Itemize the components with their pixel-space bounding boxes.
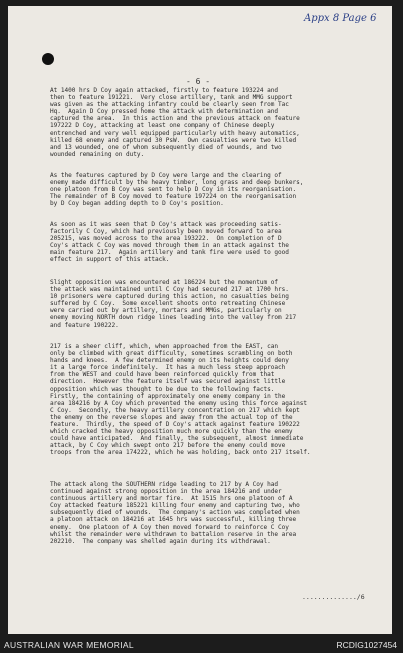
paragraph-5: 217 is a sheer cliff, which, when approached from the EAST, can only be climbed with great difficulty, sometimes scrambling on both hands and knees. A few determined enemy on its heights could deny it a large force indefinitely. It has a much less steep approach from the WEST and could have been reinforced quickly from that direction. However the feature itself was secured against little opposition which was thought to be due to the following facts. Firstly, the containing of approximately one enemy company in the area 184216 by A Coy which prevented the enemy using this force against C Coy. Secondly, the heavy artillery concentration on 217 which kept the enemy on the reverse slopes and away from the actual top of the feature. Thirdly, the speed of D Coy's attack against feature 190222 which cracked the heavy opposition much more quickly than the enemy could have anticipated. And finally, the subsequent, almost immediate attack, by C Coy which swept onto 217 before the enemy could move troops from the area 174222, which he was holding, back onto 217 itself.: [50, 343, 311, 457]
handwritten-annotation: Appx 8 Page 6: [304, 13, 377, 24]
continuation-marker: ............../6: [302, 593, 365, 601]
paragraph-4: Slight opposition was encountered at 186224 but the momentum of the attack was maintained until C Coy had secured 217 at 1700 hrs. 10 prisoners were captured during this action, no casualties being suffered by C Coy. Some excellent shoots onto retreating Chinese were carried out by artillery, mortars and MMGs, particularly on enemy moving NORTH down ridge lines leading into the valley from 217 and feature 190222.: [50, 279, 297, 329]
paragraph-2: As the features captured by D Coy were large and the clearing of enemy made difficult by the heavy timber, long grass and deep bunkers, one platoon from B Coy was sent to help D Coy in its reorganisation. The remainder of B Coy moved to feature 197224 on the reorganisation by D Coy began adding depth to D Coy's position.: [50, 172, 304, 208]
archive-footer: [0, 637, 403, 653]
footer-record-id: RCDIG1027454: [336, 640, 397, 650]
paragraph-3: As soon as it was seen that D Coy's attack was proceeding satis- factorily C Coy, which had previously been moved forward to area 205215, was moved across to the area 193222. On completion of D Coy's attack C Coy was moved through them in an attack against the main feature 217. Again artillery and tank fire were used to good effect in support of this attack.: [50, 221, 289, 264]
paragraph-6: The attack along the SOUTHERN ridge leading to 217 by A Coy had continued against strong opposition in the area 184216 and under continuous artillery and mortar fire. At 1515 hrs one platoon of A Coy attacked feature 185221 killing four enemy and capturing two, who subsequently died of wounds. The company's action was completed when a platoon attack on 184216 at 1645 hrs was successful, killing three enemy. One platoon of A Coy then moved forward to reinforce C Coy whilst the remainder were withdrawn to battalion reserve in the area 202210. The company was shelled again during its withdrawal.: [50, 481, 300, 545]
footer-institution: AUSTRALIAN WAR MEMORIAL: [4, 640, 134, 650]
page-number: - 6 -: [186, 77, 211, 86]
paragraph-1: At 1400 hrs D Coy again attacked, firstly to feature 193224 and then to feature 191221. Very close artillery, tank and MMG support was given as the attacking infantry could be clearly seen from Tac Hq. Again D Coy pressed home the attack with determination and captured the area. In this action and the previous attack on feature 197222 D Coy, attacking at least one company of Chinese deeply entrenched and very well equipped particularly with heavy automatics, killed 68 enemy and captured 30 PsW. Own casualties were two killed and 13 wounded, one of whom subsequently died of wounds, and two wounded remaining on duty.: [50, 87, 300, 158]
punch-hole: [42, 53, 54, 65]
